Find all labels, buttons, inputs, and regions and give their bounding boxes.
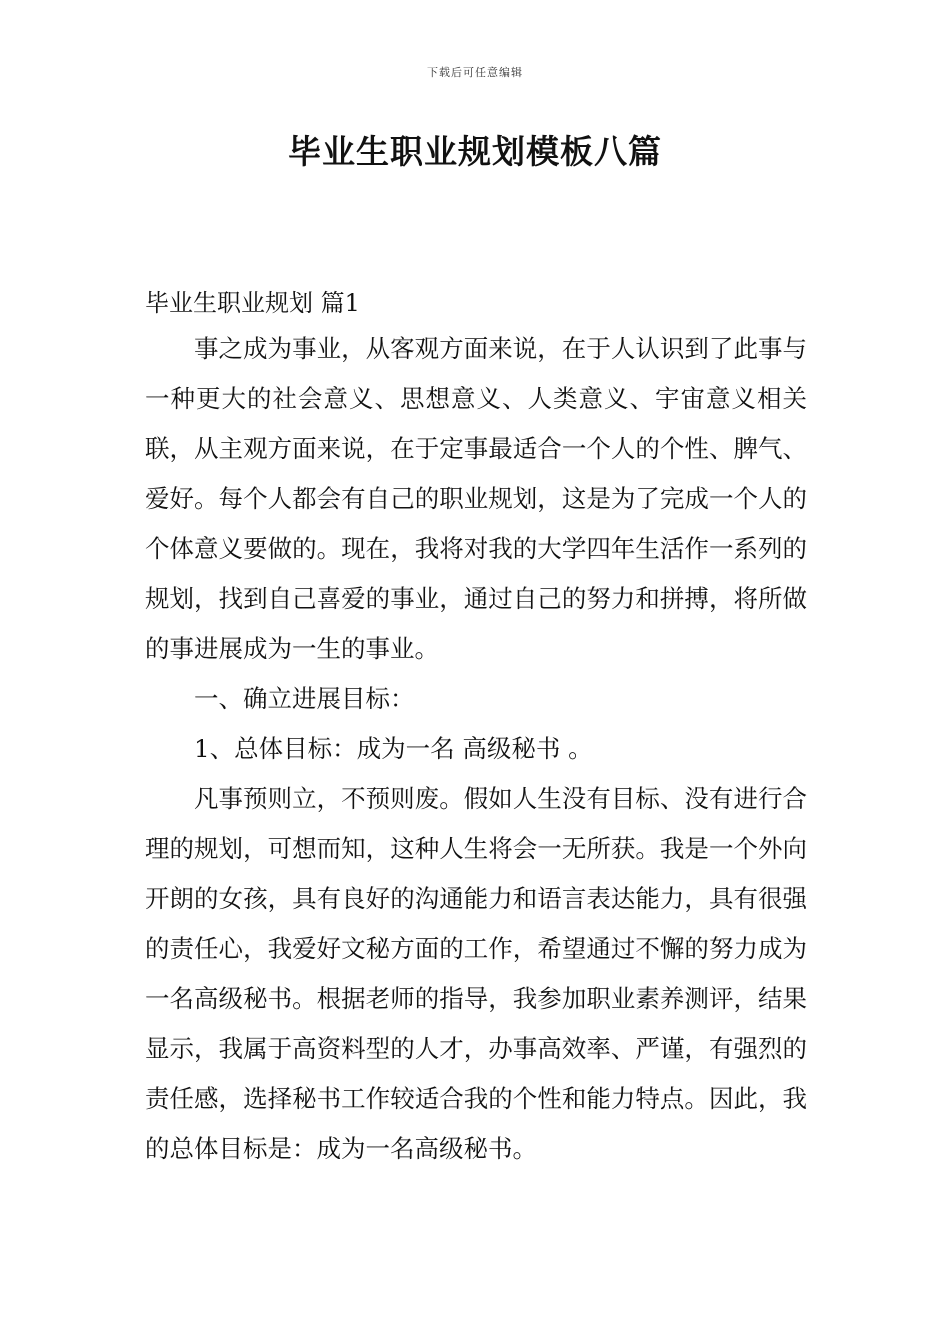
section-heading: 毕业生职业规划 篇1 xyxy=(145,289,360,317)
paragraph-intro: 事之成为事业，从客观方面来说，在于人认识到了此事与一种更大的社会意义、思想意义、人类意义、宇宙意义相关联，从主观方面来说，在于定事最适合一个人的个性、脾气、爱好。每个人都会有自己的职业规划，这是为了完成一个人的个体意义要做的。现在，我将对我的大学四年生活作一系列的规划，找到自己喜爱的事业，通过自己的努力和拼搏，将所做的事进展成为一生的事业。 xyxy=(145,334,807,663)
document-title: 毕业生职业规划模板八篇 xyxy=(288,132,662,171)
document-body xyxy=(145,324,807,1174)
paragraph-overall-goal: 1、总体目标：成为一名 高级秘书 。 xyxy=(194,734,593,763)
header-note: 下载后可任意编辑 xyxy=(427,66,523,79)
paragraph-goal-explanation: 凡事预则立，不预则废。假如人生没有目标、没有进行合理的规划，可想而知，这种人生将会一无所获。我是一个外向开朗的女孩，具有良好的沟通能力和语言表达能力，具有很强的责任心，我爱好文秘方面的工作，希望通过不懈的努力成为一名高级秘书。根据老师的指导，我参加职业素养测评，结果显示，我属于高资料型的人才，办事高效率、严谨，有强烈的责任感，选择秘书工作较适合我的个性和能力特点。因此，我的总体目标是：成为一名高级秘书。 xyxy=(145,784,807,1163)
paragraph-goal-heading: 一、确立进展目标： xyxy=(194,684,415,713)
